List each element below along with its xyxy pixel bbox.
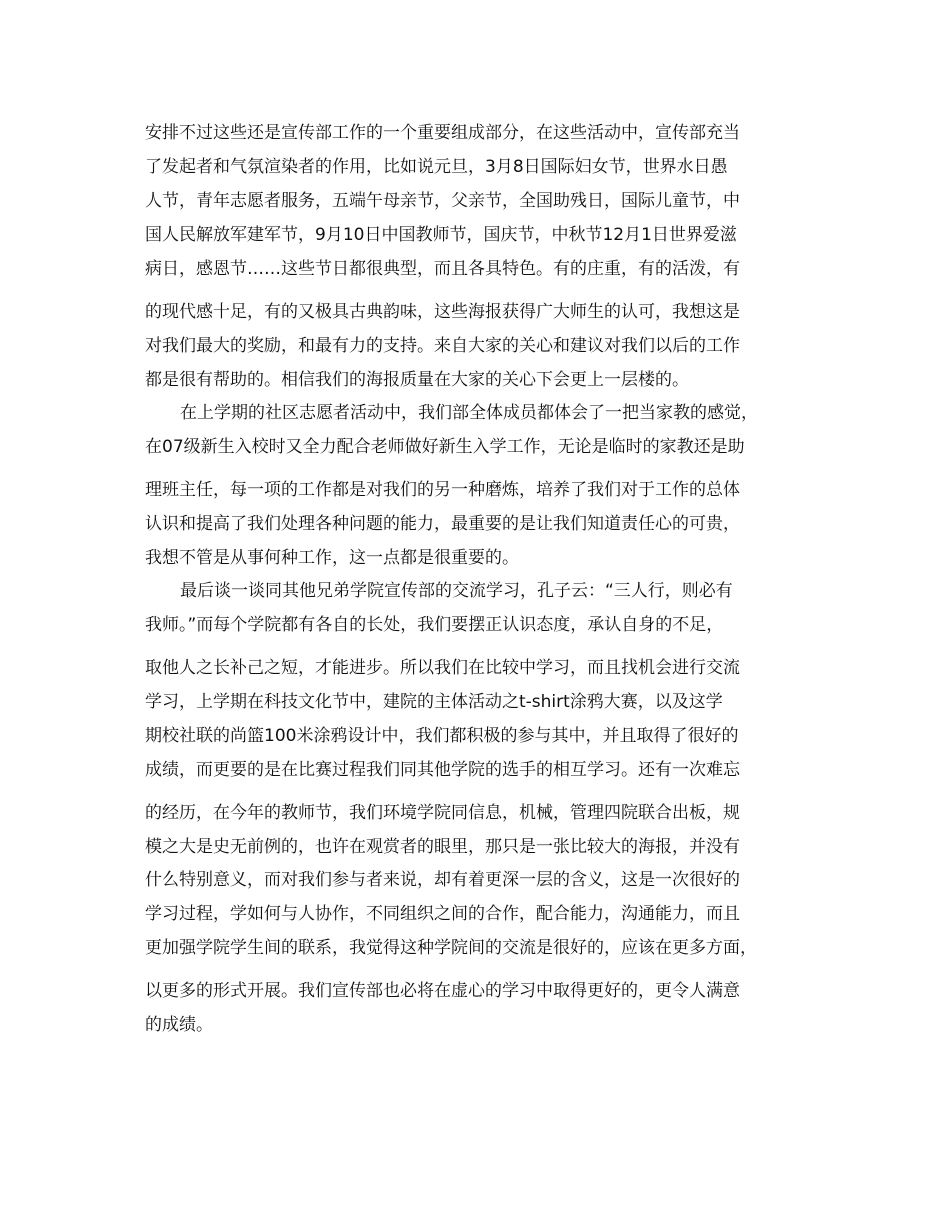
text-line: 期校社联的尚篮100米涂鸦设计中，我们都积极的参与其中，并且取得了很好的 bbox=[145, 726, 739, 746]
text-line: 对我们最大的奖励，和最有力的支持。来自大家的关心和建议对我们以后的工作 bbox=[145, 336, 740, 356]
text-line: 在07级新生入校时又全力配合老师做好新生入学工作，无论是临时的家教还是助 bbox=[145, 437, 745, 457]
text-line: 取他人之长补己之短，才能进步。所以我们在比较中学习，而且找机会进行交流 bbox=[145, 658, 740, 678]
text-line: 我想不管是从事何种工作，这一点都是很重要的。 bbox=[145, 548, 519, 568]
text-line: 的现代感十足，有的又极具古典韵味，这些海报获得广大师生的认可，我想这是 bbox=[145, 302, 740, 322]
text-line: 病日，感恩节……这些节日都很典型，而且各具特色。有的庄重，有的活泼，有 bbox=[145, 259, 740, 279]
text-line: 安排不过这些还是宣传部工作的一个重要组成部分，在这些活动中，宣传部充当 bbox=[145, 123, 740, 143]
text-line: 学习过程，学如何与人协作，不同组织之间的合作，配合能力，沟通能力，而且 bbox=[145, 904, 740, 924]
text-line: 在上学期的社区志愿者活动中，我们部全体成员都体会了一把当家教的感觉， bbox=[180, 403, 758, 423]
text-line: 的成绩。 bbox=[145, 1015, 213, 1035]
text-line: 人节，青年志愿者服务，五端午母亲节，父亲节，全国助残日，国际儿童节，中 bbox=[145, 191, 740, 211]
text-line: 认识和提高了我们处理各种问题的能力，最重要的是让我们知道责任心的可贵， bbox=[145, 514, 740, 534]
text-line: 国人民解放军建军节，9月10日中国教师节，国庆节，中秋节12月1日世界爱滋 bbox=[145, 225, 737, 245]
text-line: 以更多的形式开展。我们宣传部也必将在虚心的学习中取得更好的，更令人满意 bbox=[145, 981, 740, 1001]
text-line: 都是很有帮助的。相信我们的海报质量在大家的关心下会更上一层楼的。 bbox=[145, 370, 689, 390]
text-line: 更加强学院学生间的联系，我觉得这种学院间的交流是很好的，应该在更多方面， bbox=[145, 938, 757, 958]
text-line: 我师。”而每个学院都有各自的长处，我们要摆正认识态度，承认自身的不足， bbox=[145, 615, 724, 635]
text-line: 最后谈一谈同其他兄弟学院宣传部的交流学习，孔子云：“三人行，则必有 bbox=[180, 581, 733, 601]
text-line: 模之大是史无前例的，也许在观赏者的眼里，那只是一张比较大的海报，并没有 bbox=[145, 837, 740, 857]
text-line: 了发起者和气氛渲染者的作用，比如说元旦，3月8日国际妇女节，世界水日愚 bbox=[145, 157, 728, 177]
text-line: 的经历，在今年的教师节，我们环境学院同信息，机械，管理四院联合出板，规 bbox=[145, 803, 740, 823]
text-line: 什么特别意义，而对我们参与者来说，却有着更深一层的含义，这是一次很好的 bbox=[145, 870, 740, 890]
text-line: 成绩，而更要的是在比赛过程我们同其他学院的选手的相互学习。还有一次难忘 bbox=[145, 760, 740, 780]
text-line: 理班主任，每一项的工作都是对我们的另一种磨炼，培养了我们对于工作的总体 bbox=[145, 480, 740, 500]
text-line: 学习，上学期在科技文化节中，建院的主体活动之t-shirt涂鸦大赛，以及这学 bbox=[145, 692, 723, 712]
